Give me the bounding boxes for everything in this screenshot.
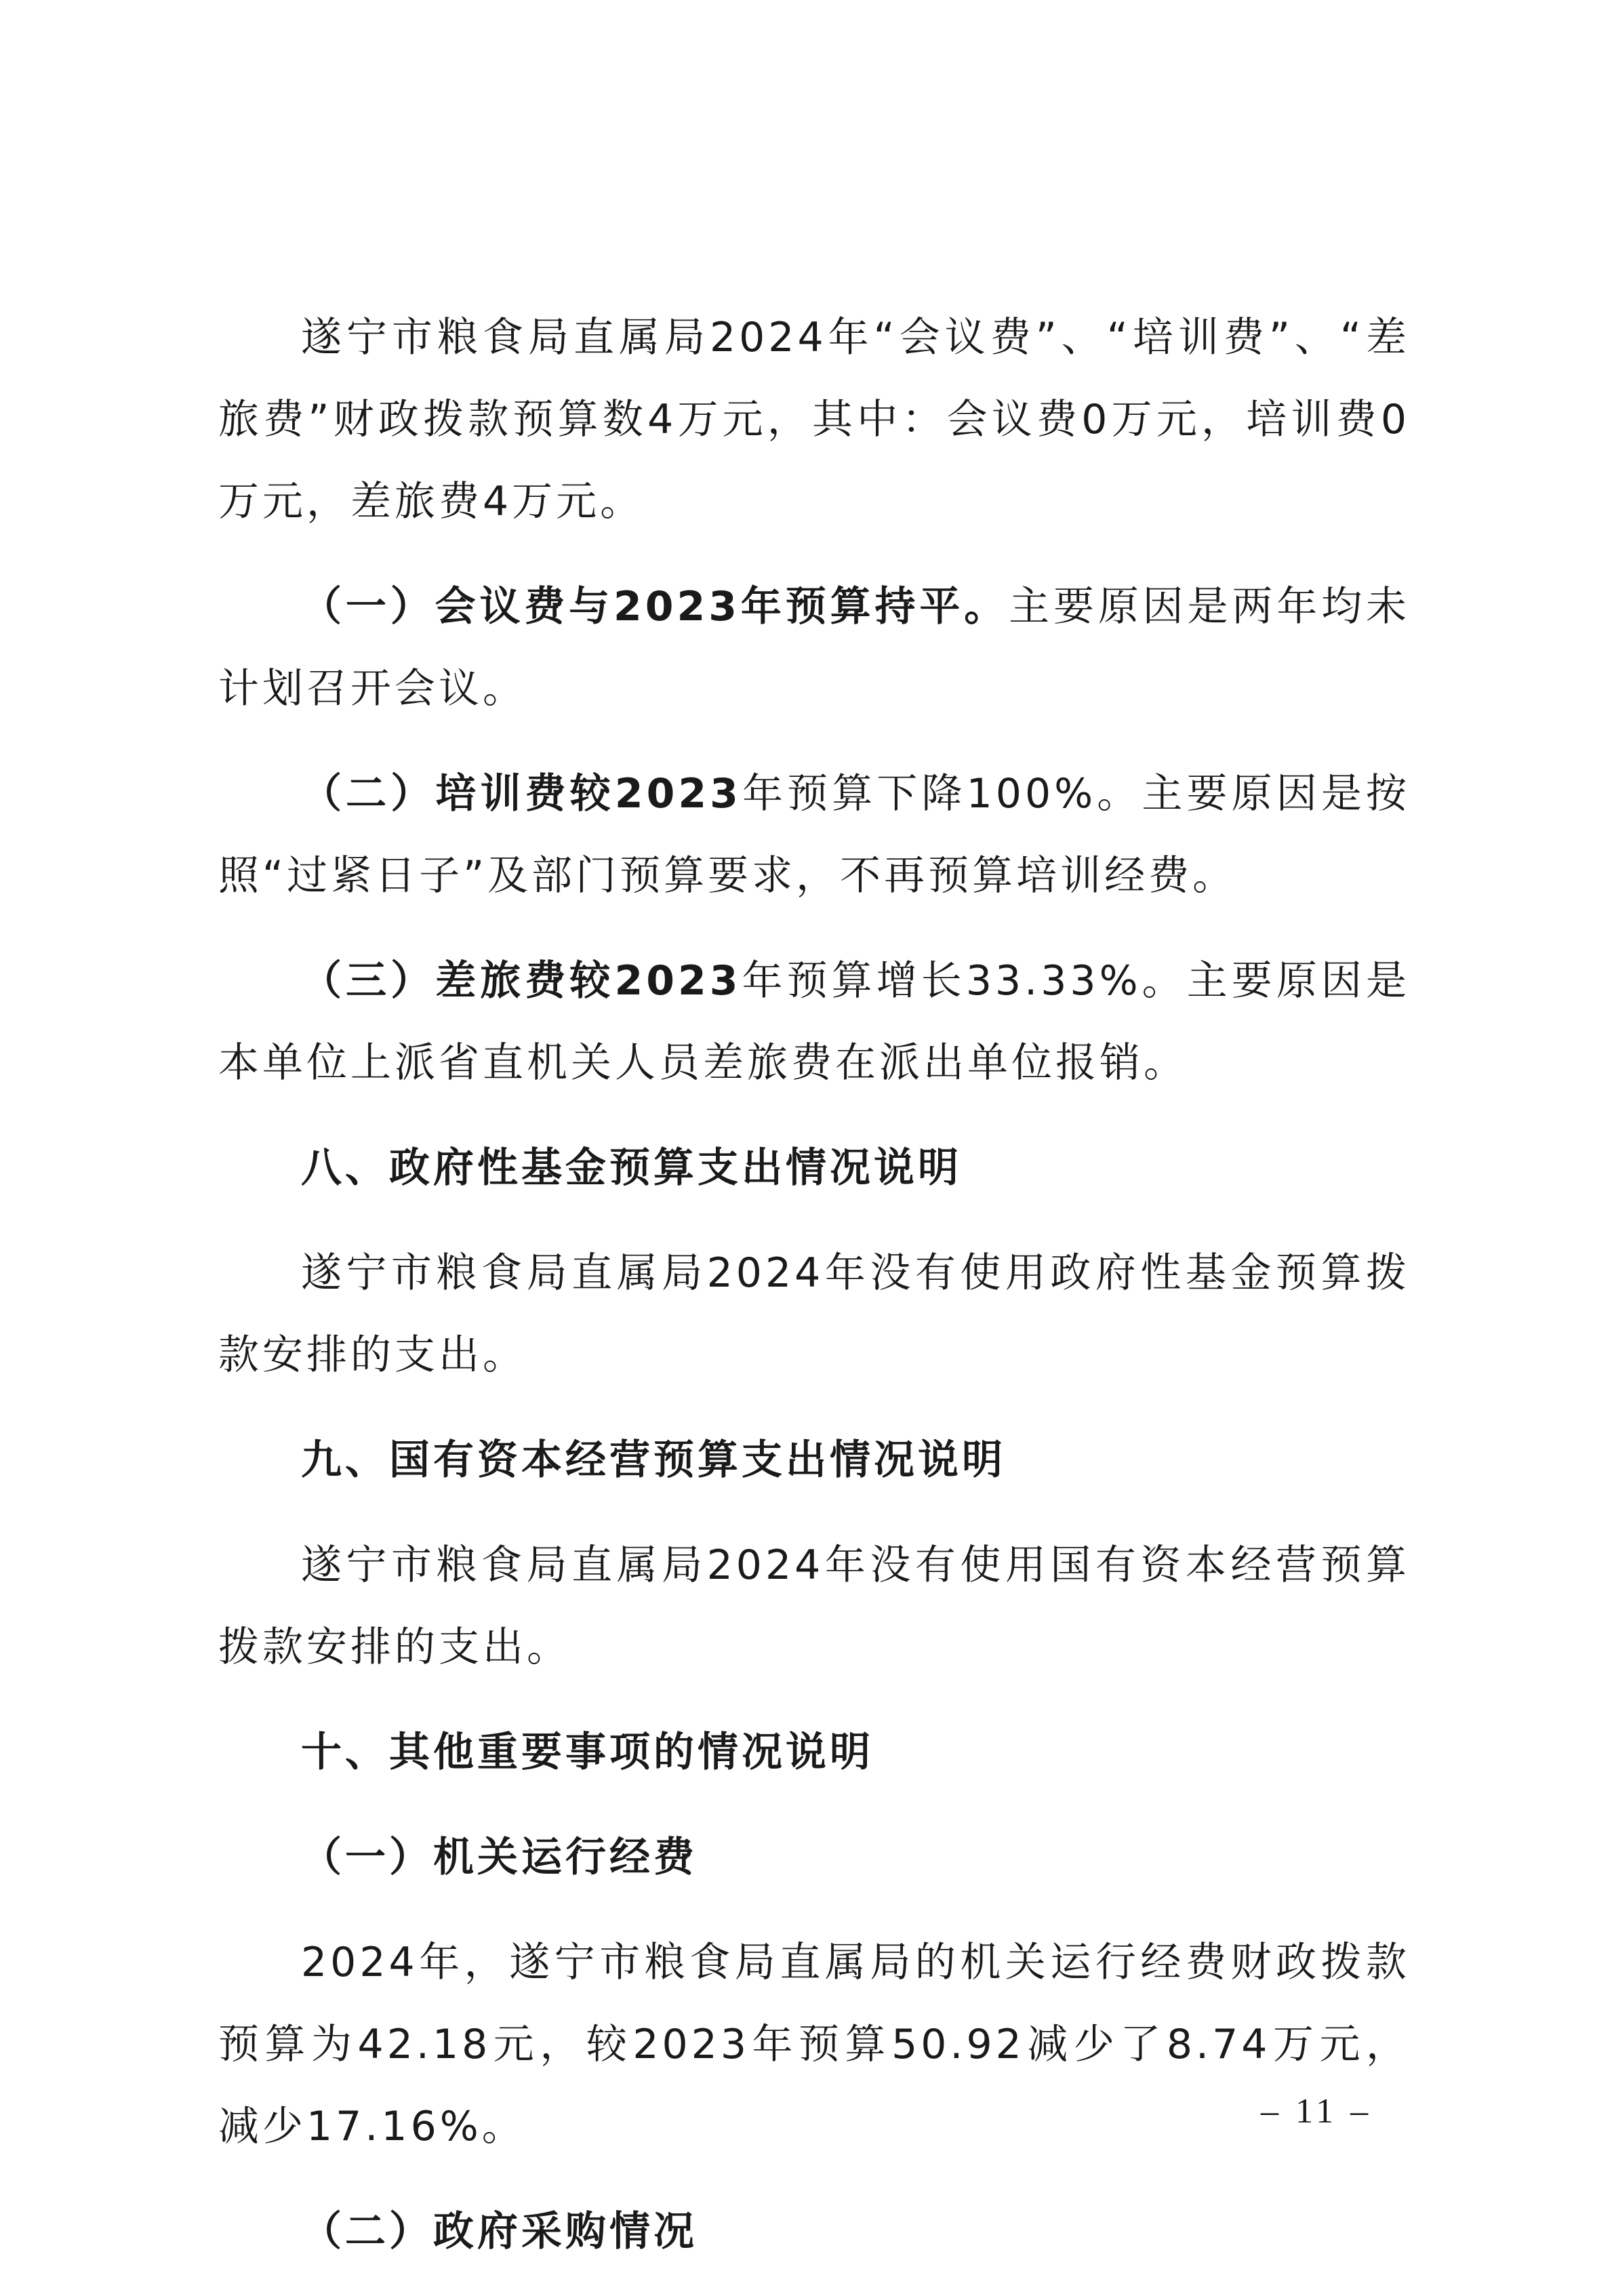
training-fee-lead: （二）培训费较2023	[301, 770, 742, 818]
document-body	[218, 297, 1410, 2296]
subheading-operating-expenses: （一）机关运行经费	[301, 1834, 698, 1881]
training-fee-text: 年预算下降100%。主要原因是按照“过紧日子”及部门预算要求，不再预算培训经费。	[218, 770, 1410, 900]
training-fee-paragraph	[218, 753, 1410, 917]
section-heading-8: 八、政府性基金预算支出情况说明	[301, 1144, 962, 1192]
travel-fee-text: 年预算增长33.33%。主要原因是本单位上派省直机关人员差旅费在派出单位报销。	[218, 957, 1411, 1087]
page-number: – 11 –	[1261, 2092, 1373, 2131]
section-heading-10: 十、其他重要事项的情况说明	[301, 1729, 874, 1776]
state-capital-paragraph: 遂宁市粮食局直属局2024年没有使用国有资本经营预算拨款安排的支出。	[218, 1542, 1410, 1671]
meeting-fee-text: 主要原因是两年均未计划召开会议。	[218, 583, 1411, 712]
travel-fee-paragraph	[218, 940, 1410, 1104]
subheading-gov-procurement: （二）政府采购情况	[301, 2208, 698, 2255]
meeting-training-travel-summary: 遂宁市粮食局直属局2024年“会议费”、“培训费”、“差旅费”财政拨款预算数4万元，其中：会议费0万元，培训费0万元，差旅费4万元。	[218, 314, 1410, 525]
meeting-fee-lead: （一）会议费与2023年预算持平。	[301, 583, 1009, 630]
operating-expenses-paragraph: 2024年，遂宁市粮食局直属局的机关运行经费财政拨款预算为42.18元，较2023年预算50.92减少了8.74万元，减少17.16%。	[218, 1939, 1410, 2150]
meeting-fee-paragraph	[218, 566, 1410, 730]
travel-fee-lead: （三）差旅费较2023	[301, 957, 742, 1005]
gov-fund-paragraph: 遂宁市粮食局直属局2024年没有使用政府性基金预算拨款安排的支出。	[218, 1249, 1410, 1379]
section-heading-9: 九、国有资本经营预算支出情况说明	[301, 1436, 1006, 1484]
